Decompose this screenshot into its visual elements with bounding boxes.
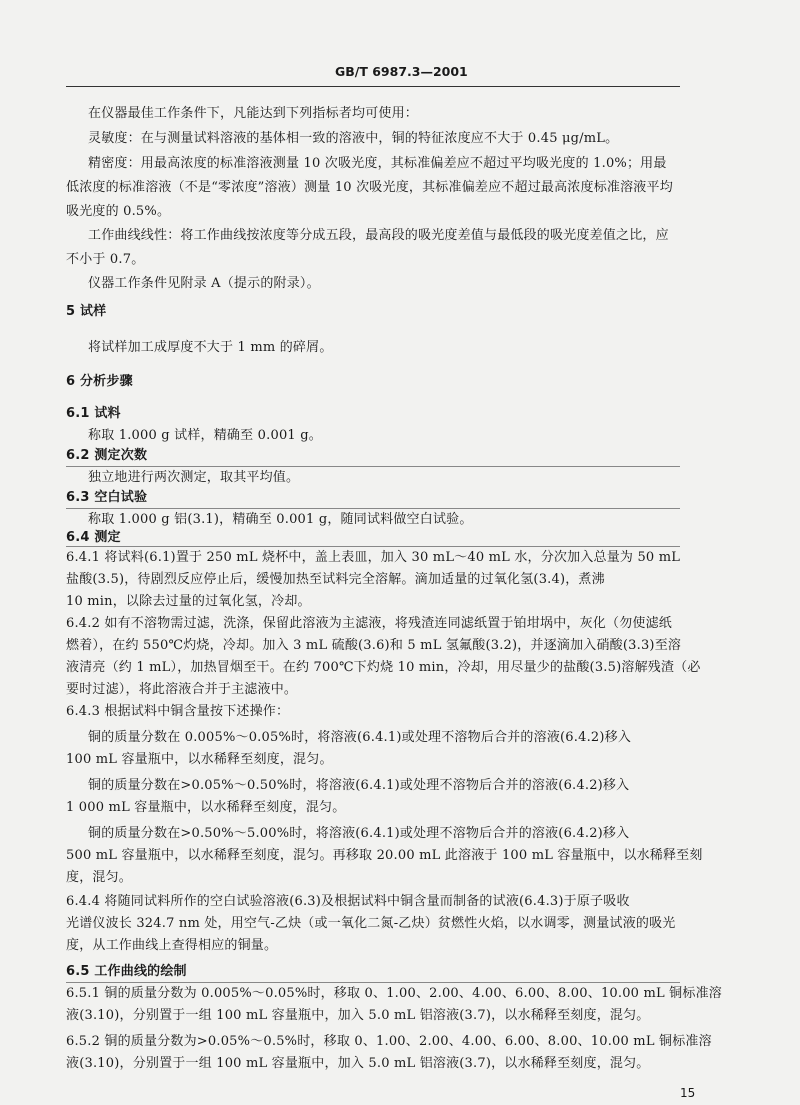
text-line: 500 mL 容量瓶中，以水稀释至刻度，混匀。再移取 20.00 mL 此溶液于 100 mL 容量瓶中，以水稀释至刻	[66, 848, 703, 863]
section-rule-6-5	[66, 982, 680, 983]
text-line: 独立地进行两次测定，取其平均值。	[88, 470, 300, 485]
text-line: 吸光度的 0.5%。	[66, 204, 171, 219]
header-rule	[66, 86, 680, 87]
text-line: 6.5.2 铜的质量分数为>0.05%～0.5%时，移取 0、1.00、2.00、4.00、6.00、8.00、10.00 mL 铜标准溶	[66, 1034, 712, 1049]
page-header-standard: GB/T 6987.3—2001	[335, 64, 468, 79]
section-rule-6-4	[66, 546, 680, 547]
text-line: 铜的质量分数在>0.50%～5.00%时，将溶液(6.4.1)或处理不溶物后合并的溶液(6.4.2)移入	[88, 826, 630, 841]
text-line: 6.4.3 根据试料中铜含量按下述操作：	[66, 704, 290, 719]
text-line: 1 000 mL 容量瓶中，以水稀释至刻度，混匀。	[66, 800, 346, 815]
section-heading: 6.4 测定	[66, 530, 121, 545]
section-heading: 6.1 试料	[66, 406, 121, 421]
text-line: 灵敏度：在与测量试料溶液的基体相一致的溶液中，铜的特征浓度应不大于 0.45 μg/mL。	[88, 131, 619, 146]
text-line: 10 min，以除去过量的过氧化氢，冷却。	[66, 594, 311, 609]
text-line: 燃着），在约 550℃灼烧，冷却。加入 3 mL 硫酸(3.6)和 5 mL 氢氟酸(3.2)，并逐滴加入硝酸(3.3)至溶	[66, 638, 682, 653]
page-number: 15	[680, 1086, 696, 1100]
text-line: 将试样加工成厚度不大于 1 mm 的碎屑。	[88, 340, 333, 355]
text-line: 度，混匀。	[66, 870, 133, 885]
text-line: 不小于 0.7。	[66, 252, 145, 267]
section-heading: 6.3 空白试验	[66, 490, 148, 505]
text-line: 6.4.4 将随同试料所作的空白试验溶液(6.3)及根据试料中铜含量而制备的试液(6.4.3)于原子吸收	[66, 894, 630, 909]
text-line: 6.4.1 将试料(6.1)置于 250 mL 烧杯中，盖上表皿，加入 30 mL～40 mL 水，分次加入总量为 50 mL	[66, 550, 681, 565]
text-line: 液(3.10)，分别置于一组 100 mL 容量瓶中，加入 5.0 mL 铝溶液(3.7)，以水稀释至刻度，混匀。	[66, 1008, 650, 1023]
section-rule-6-2	[66, 466, 680, 467]
text-line: 液(3.10)，分别置于一组 100 mL 容量瓶中，加入 5.0 mL 铝溶液(3.7)，以水稀释至刻度，混匀。	[66, 1056, 650, 1071]
text-line: 度，从工作曲线上查得相应的铜量。	[66, 938, 278, 953]
text-line: 在仪器最佳工作条件下，凡能达到下列指标者均可使用：	[88, 106, 419, 121]
text-line: 100 mL 容量瓶中，以水稀释至刻度，混匀。	[66, 752, 333, 767]
text-line: 精密度：用最高浓度的标准溶液测量 10 次吸光度，其标准偏差应不超过平均吸光度的 1.0%；用最	[88, 156, 667, 171]
text-line: 光谱仪波长 324.7 nm 处，用空气-乙炔（或一氧化二氮-乙炔）贫燃性火焰，以水调零，测量试液的吸光	[66, 916, 676, 931]
text-line: 仪器工作条件见附录 A（提示的附录）。	[88, 276, 320, 291]
text-line: 盐酸(3.5)，待剧烈反应停止后，缓慢加热至试料完全溶解。滴加适量的过氧化氢(3.4)，煮沸	[66, 572, 605, 587]
text-line: 工作曲线线性：将工作曲线按浓度等分成五段，最高段的吸光度差值与最低段的吸光度差值之比，应	[88, 228, 669, 243]
section-heading: 6.5 工作曲线的绘制	[66, 964, 187, 979]
text-line: 要时过滤），将此溶液合并于主滤液中。	[66, 682, 298, 697]
section-heading: 6.2 测定次数	[66, 448, 148, 463]
section-heading: 5 试样	[66, 304, 107, 319]
section-heading: 6 分析步骤	[66, 374, 133, 389]
section-rule-6-3	[66, 508, 680, 509]
text-line: 低浓度的标准溶液（不是“零浓度”溶液）测量 10 次吸光度，其标准偏差应不超过最高浓度标准溶液平均	[66, 180, 673, 195]
text-line: 6.4.2 如有不溶物需过滤，洗涤，保留此溶液为主滤液，将残渣连同滤纸置于铂坩埚中，灰化（勿使滤纸	[66, 616, 673, 631]
text-line: 液清亮（约 1 mL），加热冒烟至干。在约 700℃下灼烧 10 min，冷却，用尽量少的盐酸(3.5)溶解残渣（必	[66, 660, 701, 675]
text-line: 称取 1.000 g 铝(3.1)，精确至 0.001 g，随同试料做空白试验。	[88, 512, 473, 527]
text-line: 称取 1.000 g 试样，精确至 0.001 g。	[88, 428, 322, 443]
text-line: 铜的质量分数在>0.05%～0.50%时，将溶液(6.4.1)或处理不溶物后合并的溶液(6.4.2)移入	[88, 778, 630, 793]
text-line: 铜的质量分数在 0.005%～0.05%时，将溶液(6.4.1)或处理不溶物后合并的溶液(6.4.2)移入	[88, 730, 632, 745]
text-line: 6.5.1 铜的质量分数为 0.005%～0.05%时，移取 0、1.00、2.00、4.00、6.00、8.00、10.00 mL 铜标准溶	[66, 986, 722, 1001]
